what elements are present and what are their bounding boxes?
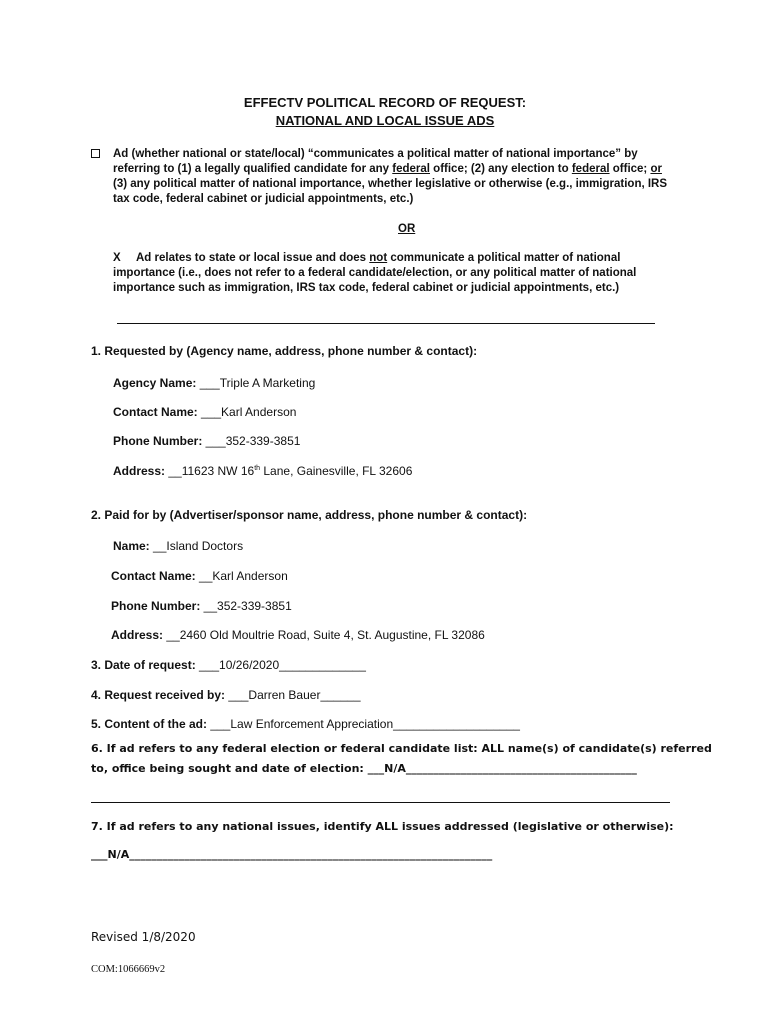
- page-subtitle: NATIONAL AND LOCAL ISSUE ADS: [275, 113, 495, 128]
- agency-name-row: Agency Name: ___Triple A Marketing: [113, 376, 316, 390]
- page-title: EFFECTV POLITICAL RECORD OF REQUEST:: [243, 95, 527, 110]
- national-ad-checkbox[interactable]: [91, 149, 100, 158]
- sponsor-name-value: __Island Doctors: [153, 539, 244, 553]
- local-option-line3: importance such as immigration, IRS tax code, federal cabinet or judicial appointments, etc.): [113, 282, 620, 294]
- date-of-request-value: ___10/26/2020_____________: [199, 658, 366, 672]
- section6-line1: 6. If ad refers to any federal election or federal candidate list: ALL name(s) of candidate(s) referred: [91, 742, 712, 755]
- section2-heading: 2. Paid for by (Advertiser/sponsor name, address, phone number & contact):: [91, 508, 528, 522]
- address-row: Address: __11623 NW 16th Lane, Gainesville, FL 32606: [113, 464, 413, 478]
- national-option-line1: Ad (whether national or state/local) “communicates a political matter of national importance” by: [113, 148, 638, 160]
- section7-line1: 7. If ad refers to any national issues, identify ALL issues addressed (legislative or otherwise):: [91, 820, 674, 833]
- request-received-row: 4. Request received by: ___Darren Bauer______: [91, 688, 361, 702]
- or-label: OR: [398, 223, 416, 235]
- phone-number-value: ___352-339-3851: [205, 434, 301, 448]
- local-option-line2: importance (i.e., does not refer to a federal candidate/election, or any political matter of national: [113, 267, 637, 279]
- sponsor-address-value: __2460 Old Moultrie Road, Suite 4, St. Augustine, FL 32086: [166, 628, 485, 642]
- section1-heading: 1. Requested by (Agency name, address, phone number & contact):: [91, 344, 478, 358]
- content-of-ad-row: 5. Content of the ad: ___Law Enforcement Appreciation___________________: [91, 717, 520, 731]
- local-option-mark[interactable]: X: [113, 252, 121, 264]
- sponsor-phone-row: Phone Number: __352-339-3851: [111, 599, 292, 613]
- sponsor-phone-value: __352-339-3851: [203, 599, 292, 613]
- date-of-request-row: 3. Date of request: ___10/26/2020_____________: [91, 658, 366, 672]
- section6-line2: to, office being sought and date of election: ___N/A__________________________________________: [91, 762, 637, 775]
- national-option-line3: (3) any political matter of national importance, whether legislative or otherwise (e.g., immigration, IRS: [113, 178, 668, 190]
- phone-number-row: Phone Number: ___352-339-3851: [113, 434, 301, 448]
- contact-name-row: Contact Name: ___Karl Anderson: [113, 405, 297, 419]
- content-of-ad-value: ___Law Enforcement Appreciation___________________: [210, 717, 520, 731]
- document-code: COM:1066669v2: [91, 964, 166, 975]
- separator-line: [117, 323, 655, 324]
- sponsor-name-row: Name: __Island Doctors: [113, 539, 244, 553]
- local-option-line1: Ad relates to state or local issue and does not communicate a political matter of national: [136, 252, 621, 264]
- section6-blank-line: [91, 802, 670, 803]
- revised-date: Revised 1/8/2020: [91, 930, 196, 944]
- sponsor-contact-row: Contact Name: __Karl Anderson: [111, 569, 288, 583]
- section7-line2: ___N/A__________________________________________________________________: [91, 848, 493, 861]
- sponsor-address-row: Address: __2460 Old Moultrie Road, Suite 4, St. Augustine, FL 32086: [111, 628, 485, 642]
- contact-name-value: ___Karl Anderson: [201, 405, 297, 419]
- agency-name-value: ___Triple A Marketing: [199, 376, 316, 390]
- sponsor-contact-value: __Karl Anderson: [199, 569, 288, 583]
- national-option-line2: referring to (1) a legally qualified candidate for any federal office; (2) any election to federal office; or: [113, 163, 662, 175]
- national-option-line4: tax code, federal cabinet or judicial appointments, etc.): [113, 193, 414, 205]
- request-received-value: ___Darren Bauer______: [228, 688, 361, 702]
- address-value: __11623 NW 16th Lane, Gainesville, FL 32606: [168, 464, 413, 478]
